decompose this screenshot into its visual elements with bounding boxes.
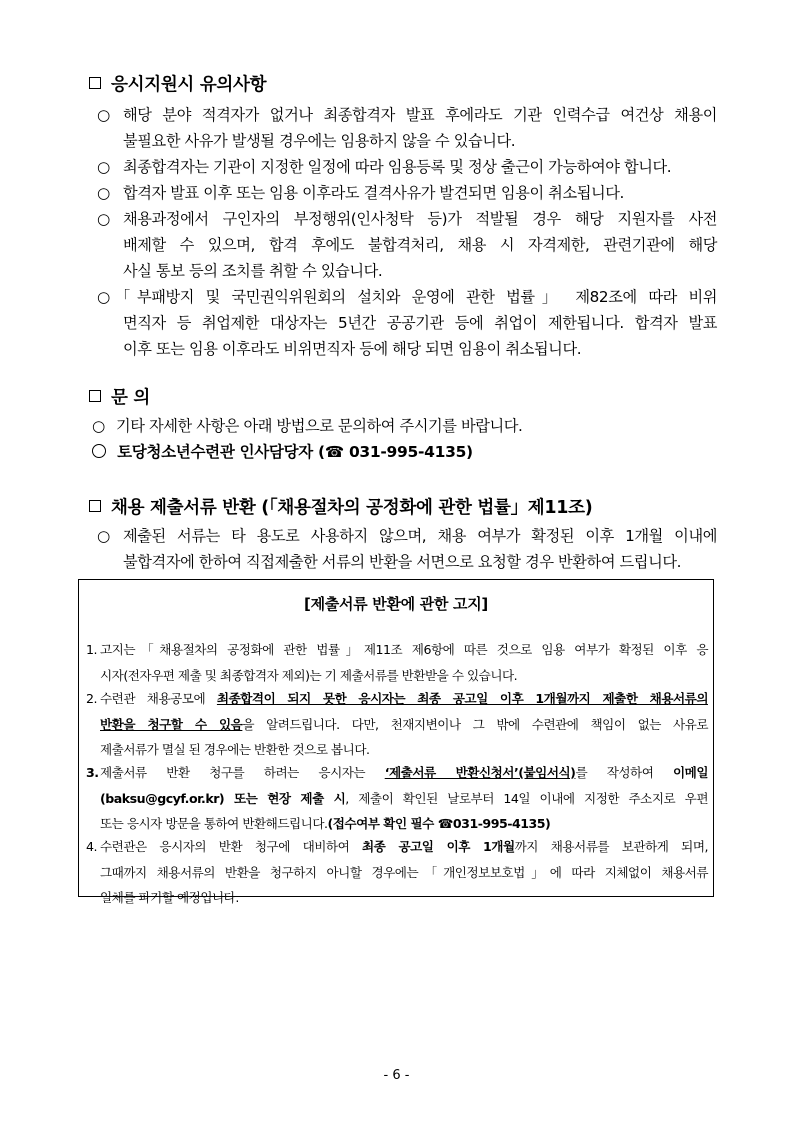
- circle-bullet-icon: ○: [97, 106, 110, 124]
- notice-box: [78, 579, 714, 906]
- section-title: 채용 제출서류 반환 (「채용절차의 공정화에 관한 법률」제11조): [111, 498, 593, 518]
- notice-text: [100, 686, 708, 712]
- notice-text-part: 또는 응시자 방문을 통하여 반환해드립니다.: [100, 816, 328, 832]
- circle-bullet-icon: ○: [97, 288, 110, 306]
- notice-title: [제출서류 반환에 관한 고지]: [304, 595, 488, 613]
- checkbox-square-icon: [89, 500, 101, 512]
- notice-emphasis: ‘제출서류 반환신청서’(붙임서식): [384, 765, 576, 780]
- list-item-text: 불합격자에 한하여 직접제출한 서류의 반환을 서면으로 요청할 경우 반환하여 드립니다.: [123, 553, 682, 571]
- notice-text: [100, 712, 708, 738]
- circle-bullet-icon: ○: [92, 417, 105, 435]
- list-item: [97, 284, 717, 362]
- notice-text-part: 제출서류 반환 청구를 하려는 응시자는: [100, 765, 385, 780]
- notice-item-number: 2.: [86, 691, 98, 706]
- section-heading-inquiry: [89, 386, 150, 410]
- notice-text-part: 까지 채용서류를 보관하게 되며,: [514, 839, 708, 854]
- notice-emphasis: (baksu@gcyf.or.kr) 또는 현장 제출 시: [100, 790, 346, 806]
- section-heading-document-return: [89, 496, 592, 520]
- notice-text: 시자(전자우편 제출 및 최종합격자 제외)는 기 제출서류를 반환받을 수 있습니다.: [100, 667, 518, 683]
- notice-item-1: [86, 637, 708, 688]
- list-item: [97, 154, 717, 180]
- circle-bullet-icon: ○: [97, 210, 110, 228]
- notice-text-part: 수련관은 응시자의 반환 청구에 대비하여: [100, 839, 363, 854]
- section-title: 문 의: [111, 388, 151, 408]
- list-item: [97, 523, 717, 575]
- section-heading-application-notes: [89, 73, 266, 97]
- notice-emphasis: 이메일: [673, 765, 708, 780]
- notice-text: [100, 786, 708, 812]
- list-item-text: 면직자 등 취업제한 대상자는 5년간 공공기관 등에 취업이 제한됩니다. 합격자 발표: [123, 314, 717, 332]
- circle-bullet-icon: ○: [97, 527, 110, 545]
- list-item-text: 해당 분야 적격자가 없거나 최종합격자 발표 후에라도 기관 인력수급 여건상 채용이: [123, 106, 717, 124]
- notice-text-part: 를 작성하여: [575, 765, 673, 780]
- checkbox-square-icon: [89, 77, 101, 89]
- page-number: - 6 -: [383, 1068, 410, 1083]
- notice-text-part: , 제출이 확인된 날로부터 14일 이내에 지정한 주소지로 우편: [345, 790, 708, 806]
- circle-bullet-icon: ○: [97, 184, 110, 202]
- list-item: [97, 102, 717, 154]
- list-item-text: 합격자 발표 이후 또는 임용 이후라도 결격사유가 발견되면 임용이 취소됩니다.: [123, 184, 624, 202]
- notice-emphasis: (접수여부 확인 필수 ☎031-995-4135): [327, 816, 551, 832]
- list-item-text: 제출된 서류는 타 용도로 사용하지 않으며, 채용 여부가 확정된 이후 1개월 이내에: [123, 527, 717, 545]
- checkbox-square-icon: [89, 390, 101, 402]
- notice-item-2: [86, 686, 708, 763]
- notice-text-part: 수련관 채용공모에: [100, 691, 217, 706]
- notice-item-number: 3.: [86, 765, 99, 780]
- list-item: [92, 413, 717, 439]
- notice-emphasis: 최종합격이 되지 못한 응시자는 최종 공고일 이후 1개월까지 제출한 채용서류의: [216, 691, 708, 706]
- notice-text: 그때까지 채용서류의 반환을 청구하지 아니할 경우에는「개인정보보호법」에 따라 지체없이 채용서류: [100, 864, 708, 880]
- list-item-text: 사실 통보 등의 조치를 취할 수 있습니다.: [123, 262, 383, 280]
- circle-bullet-icon: ○: [97, 158, 110, 176]
- list-item-text: 채용과정에서 구인자의 부정행위(인사청탁 등)가 적발될 경우 해당 지원자를 사전: [123, 210, 717, 228]
- notice-text: 제출서류가 멸실 된 경우에는 반환한 것으로 봅니다.: [100, 742, 370, 758]
- list-item-text: 「부패방지 및 국민권익위원회의 설치와 운영에 관한 법률」 제82조에 따라 비위: [115, 288, 717, 306]
- notice-text: [100, 760, 708, 786]
- notice-item-number: 1.: [86, 642, 98, 657]
- notice-item-number: 4.: [86, 839, 98, 854]
- section-title: 응시지원시 유의사항: [111, 75, 267, 95]
- notice-text-part: 을 알려드립니다. 다만, 천재지변이나 그 밖에 수련관에 책임이 없는 사유로: [242, 716, 708, 732]
- notice-item-3: [86, 760, 708, 837]
- notice-emphasis: 반환을 청구할 수 있음: [100, 716, 243, 732]
- circle-bullet-icon: [92, 444, 106, 458]
- notice-text: 고지는「채용절차의 공정화에 관한 법률」제11조 제6항에 따른 것으로 임용 여부가 확정된 이후 응: [100, 642, 708, 657]
- list-item: [97, 180, 717, 206]
- notice-item-4: [86, 834, 708, 911]
- list-item-text: 기타 자세한 사항은 아래 방법으로 문의하여 주시기를 바랍니다.: [116, 417, 523, 435]
- notice-text: [100, 834, 708, 860]
- list-item-text: 최종합격자는 기관이 지정한 일정에 따라 임용등록 및 정상 출근이 가능하여야 합니다.: [123, 158, 672, 176]
- list-item-text: 배제할 수 있으며, 합격 후에도 불합격처리, 채용 시 자격제한, 관련기관에 해당: [123, 236, 717, 254]
- contact-text: 토당청소년수련관 인사담당자 (☎ 031-995-4135): [117, 443, 473, 461]
- list-item: [97, 206, 717, 284]
- notice-text: 일체를 파기할 예정입니다.: [100, 890, 239, 906]
- list-item-text: 불필요한 사유가 발생될 경우에는 임용하지 않을 수 있습니다.: [123, 132, 516, 150]
- contact-line: [92, 440, 473, 464]
- notice-emphasis: 최종 공고일 이후 1개월: [362, 839, 515, 854]
- list-item-text: 이후 또는 임용 이후라도 비위면직자 등에 해당 되면 임용이 취소됩니다.: [123, 340, 582, 358]
